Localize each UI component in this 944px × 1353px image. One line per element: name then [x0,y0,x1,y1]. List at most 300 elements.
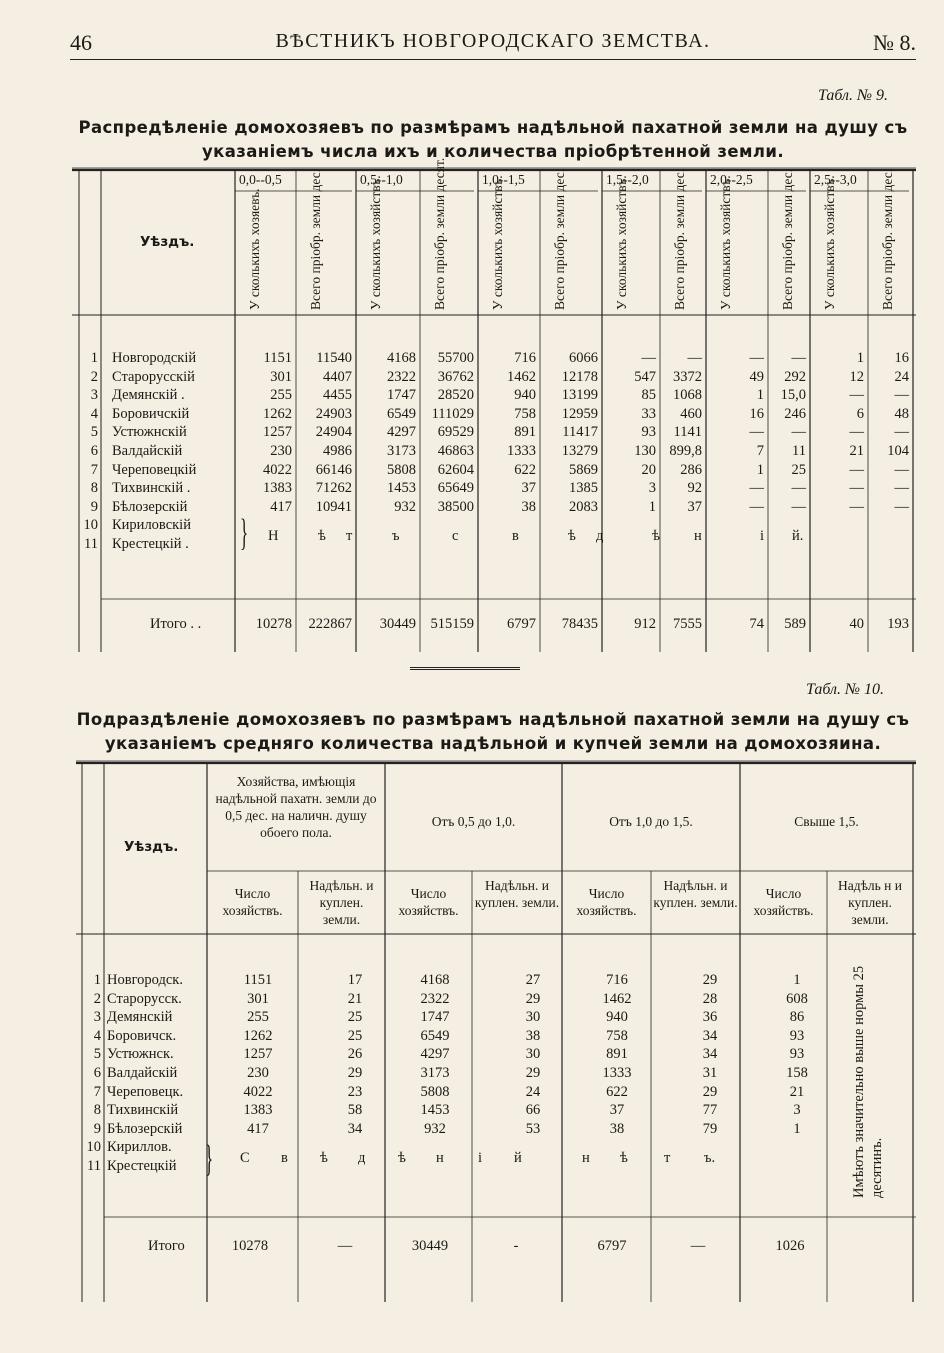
table10-total-cell: - [513,1238,519,1254]
table10-district-name: Боровичск. [107,1027,177,1044]
table9-cell: — [849,480,864,497]
table10-cell: 1262 [243,1027,273,1044]
table9-district-name: Старорусскій [112,368,195,385]
table10-row-number: 9 [93,1120,101,1137]
table9-district-name: Крестецкій . [112,536,189,552]
table10-cell: 29 [347,1065,363,1081]
table10-cell: 38 [525,1027,541,1044]
table10-sub-header: Число хозяйствъ. [398,886,459,918]
table10-sub-header: Число хозяйствъ. [753,886,814,918]
table9-cell: — [641,350,656,366]
table9-row-number: 10 [83,517,98,534]
table9-cell: — [849,424,864,441]
table9-row-number: 3 [90,387,98,404]
table9-cell: 716 [514,350,536,366]
table10-cell: 37 [609,1102,625,1119]
table9-cell: 24904 [315,424,352,441]
table10-cell: 29 [702,972,718,988]
table9-households-header: У сколькихъ хозяйствъ. [490,175,505,310]
table9-total-cell: 10278 [255,616,292,632]
table9-cell: 1068 [673,387,702,404]
table10-cell: 255 [247,1009,269,1026]
table9-total-cell: 589 [784,616,806,632]
table10-cell: 1151 [243,972,273,988]
table9-cell: 1257 [263,424,292,441]
table10-cell: 34 [347,1120,363,1137]
table9-cell: 130 [634,443,656,459]
table9-acquired-header: Всего пріобр. земли дес. [552,168,567,310]
table10-row-number: 3 [93,1009,101,1026]
table9-cell: 1385 [569,480,598,497]
table9-cell: 5869 [569,461,598,478]
table10-cell: 1 [793,1120,801,1137]
table10-group-header: Отъ 0,5 до 1,0. [431,814,516,829]
table10-total-cell: — [337,1238,353,1254]
table9-cell: 1747 [387,387,416,404]
table10-cell: 2322 [420,990,450,1007]
table10-row-number: 1 [93,972,101,988]
table9-row-number: 4 [90,405,98,422]
table9-range-header: 2,5--3,0 [814,172,857,187]
table10-sub-header: Надѣльн. и куплен. земли. [653,878,738,910]
table9-cell: 1462 [507,368,536,385]
table9-brace: } [240,512,249,554]
table9-cell: 38 [521,498,536,515]
table9-district-name: Боровичскій [112,405,190,422]
table10-no-data-letter: С [240,1150,250,1166]
table10-district-name: Демянскій [107,1009,173,1026]
table10-sub-header: Надѣльн. и куплен. земли. [309,878,374,927]
table10-district-name: Новгородск. [107,972,183,988]
table10-title-line2: указаніемъ средняго количества надѣльной и купчей земли на домохозяина. [104,734,882,753]
table10-no-data-letter: д [358,1150,366,1166]
table10-row-number: 4 [93,1027,101,1044]
table10-cell: 25 [347,1027,363,1044]
table10-total-label: Итого [148,1238,185,1254]
table9-cell: 940 [514,387,536,404]
table9-cell: 37 [521,480,536,497]
table9-cell: 891 [514,424,536,441]
table9-label: Табл. № 9. [818,87,889,104]
table9-cell: 11540 [316,350,352,366]
table9-cell: 12 [849,368,864,385]
table9-cell: — [791,498,806,515]
table10-total-cell: — [690,1238,706,1254]
table9-cell: 2083 [569,498,598,515]
table9-acquired-header: Всего пріобр. земли десят. [432,157,447,310]
table9-total-cell: 7555 [673,616,702,632]
table9-district-name: Тихвинскій . [112,480,191,497]
table9-total-cell: 78435 [561,616,598,632]
table10-sub-header: Число хозяйствъ. [222,886,283,918]
table10-cell: 17 [347,972,363,988]
issue-number: № 8. [873,30,916,55]
table9-cell: 1141 [673,424,702,441]
table10-cell: 77 [702,1102,718,1119]
table9-cell: 292 [784,368,806,385]
table9-row-number: 9 [90,498,98,515]
table9-cell: 3173 [387,443,416,459]
table10-district-name: Устюжнск. [107,1046,174,1063]
table9-cell: 11 [792,443,806,459]
table10-title-line1: Подраздѣленіе домохозяевъ по размѣрамъ надѣльной пахатной земли на душу съ [76,710,910,729]
table9-title-line2: указаніемъ числа ихъ и количества пріобрѣтенной земли. [202,142,784,161]
table9-households-header: У сколькихъ хозяевъ. [247,188,262,310]
table9-range-header: 0,5--1,0 [360,172,403,187]
table9-cell: 71262 [315,480,352,497]
table9-cell: 1 [756,461,764,478]
table10-sub-header: Надѣльн. и куплен. земли. [474,878,560,910]
table9-cell: — [791,350,806,366]
table9-cell: 547 [634,368,656,385]
table10-district-name: Крестецкій [107,1158,177,1174]
table10-total-cell: 1026 [775,1238,805,1254]
table9-total-cell: 193 [887,616,909,632]
table9-total-cell: 6797 [507,616,536,632]
table9-cell: 66146 [315,461,352,478]
table9-cell: 13199 [561,387,598,404]
table10-cell: 30 [525,1046,541,1063]
table10-no-data-letter: н [436,1150,444,1166]
table10-cell: 23 [347,1083,363,1100]
table10-cell: 30 [525,1009,541,1026]
table10-sub-header: Число хозяйствъ. [576,886,637,918]
table10-district-name: Тихвинскій [107,1102,179,1119]
table9-row-number: 8 [90,480,98,497]
table9-cell: 758 [514,405,536,422]
table10-cell: 24 [525,1083,541,1100]
table9-cell: — [894,424,909,441]
table9-cell: 48 [894,405,909,422]
table10-cell: 1747 [420,1009,450,1026]
table10-cell: 21 [347,990,363,1007]
table10-district-header: Уѣздъ. [124,839,179,855]
table9-cell: 246 [784,405,806,422]
table9-total-cell: 30449 [379,616,416,632]
table10-no-data-letter: ъ. [704,1150,716,1166]
table9-cell: 899,8 [669,443,702,459]
table10-cell: 86 [789,1009,805,1026]
table9-cell: 38500 [437,498,474,515]
table9-district-name: Новгородскій [112,350,197,366]
table10-district-name: Череповецк. [107,1083,184,1100]
table10-cell: 38 [609,1120,625,1137]
table9-cell: 230 [270,443,292,459]
table10-cell: 716 [606,972,628,988]
table10-total-cell: 6797 [597,1238,627,1254]
table9-acquired-header: Всего пріобр. земли дес. [308,168,323,310]
table10-cell: 158 [786,1065,808,1081]
table9-no-data-letter: д [596,528,604,544]
table9-no-data-letter: ѣ [652,528,660,544]
table9-cell: — [894,461,909,478]
table9-cell: — [849,387,864,404]
table9-cell: 12959 [561,405,598,422]
table9-cell: 21 [849,443,864,459]
table9-no-data-letter: Н [268,528,279,544]
table9-cell: 13279 [561,443,598,459]
table9-no-data-letter: ѣ [318,528,326,544]
table9-cell: 16 [894,350,909,366]
journal-title: ВѢСТНИКЪ НОВГОРОДСКАГО ЗЕМСТВА. [275,30,711,52]
table10-cell: 230 [247,1065,269,1081]
table9-cell: 16 [749,405,764,422]
table9-cell: 49 [749,368,764,385]
table9-cell: 6066 [569,350,598,366]
table10-district-name: Валдайскій [107,1065,178,1081]
table9-cell: 4297 [387,424,416,441]
table10-no-data-letter: в [281,1150,288,1166]
table9-cell: 11417 [562,424,598,441]
table10-cell: 26 [347,1046,363,1063]
table9-cell: — [894,387,909,404]
table9-cell: 46863 [437,443,474,459]
table10-row-number: 10 [86,1139,101,1156]
table9-cell: 932 [394,498,416,515]
table10-cell: 301 [247,990,269,1007]
table9-cell: 1 [756,387,764,404]
table10-cell: 6549 [420,1027,450,1044]
table9-total-cell: 222867 [308,616,352,632]
table9-row-number: 6 [90,443,98,459]
table10-district-name: Кириллов. [107,1139,172,1156]
table10-cell: 1333 [602,1065,632,1081]
table10-no-data-letter: н [582,1150,590,1166]
table9-cell: 25 [791,461,806,478]
table9-cell: 37 [687,498,702,515]
table10-cell: 79 [702,1120,718,1137]
table10-cell: 21 [789,1083,805,1100]
table9-district-name: Череповецкій [112,461,197,478]
table10-row-number: 2 [93,990,101,1007]
table9-district-header: Уѣздъ. [140,234,195,250]
table9-cell: 417 [270,498,292,515]
table9-cell: 1453 [387,480,416,497]
table9-cell: 28520 [437,387,474,404]
table10-group-header: Свыше 1,5. [794,814,859,829]
table9-row-number: 1 [90,350,98,366]
table10-cell: 891 [606,1046,628,1063]
table10-row-number: 11 [87,1158,101,1174]
table9-cell: — [749,350,764,366]
table9-row-number: 7 [90,461,98,478]
table9-cell: — [791,480,806,497]
table9-range-header: 2,0--2,5 [710,172,753,187]
table10-cell: 3 [793,1102,801,1119]
table10-district-name: Старорусск. [107,990,182,1007]
table9-title-line1: Распредѣленіе домохозяевъ по размѣрамъ надѣльной пахатной земли на душу съ [78,118,908,137]
table9-cell: 24 [894,368,909,385]
table10-cell: 29 [525,990,541,1007]
table9-row-number: 5 [90,424,98,441]
table9-cell: 4407 [323,368,352,385]
table10-cell: 5808 [420,1083,450,1100]
table9-no-data-letter: т [346,528,353,544]
table9-no-data-letter: ѣ [568,528,576,544]
table10-side-note: Имѣютъ значительно выше нормы 25 десятинъ. [851,965,885,1198]
table9-district-name: Кириловскій [112,517,191,534]
table9-cell: 92 [687,480,702,497]
table9-cell: 65649 [437,480,474,497]
table9-cell: 6549 [387,405,416,422]
table10-cell: 1 [793,972,801,988]
table9-cell: 4168 [387,350,416,366]
table9-district-name: Устюжнскій [112,424,187,441]
table9-total-cell: 74 [749,616,764,632]
table9-cell: — [894,498,909,515]
table10-cell: 58 [347,1102,363,1119]
table9-cell: 15,0 [780,387,806,404]
table9-range-header: 0,0--0,5 [239,172,282,187]
table9-cell: 93 [641,424,656,441]
table9-cell: 55700 [437,350,474,366]
table10-cell: 93 [789,1046,805,1063]
table10-cell: 34 [702,1027,718,1044]
table9-district-name: Валдайскій [112,443,183,459]
table10-cell: 29 [702,1083,718,1100]
table10-cell: 1257 [243,1046,273,1063]
table10-cell: 758 [606,1027,628,1044]
table9-cell: 1151 [263,350,292,366]
table9-cell: 1262 [263,405,292,422]
table10-cell: 1453 [420,1102,450,1119]
table10-cell: 417 [247,1120,269,1137]
table9-cell: 12178 [561,368,598,385]
table9-cell: 3372 [673,368,702,385]
table9-no-data-letter: і [760,528,765,544]
table10-label: Табл. № 10. [806,681,885,698]
table10-no-data-letter: т [664,1150,671,1166]
table9-households-header: У сколькихъ хозяйствъ. [368,175,383,310]
table9-range-header: 1,0--1,5 [482,172,525,187]
table9-cell: 69529 [437,424,474,441]
table10-group-header: Хозяйства, имѣющія надѣльной пахатн. земли до 0,5 дес. на наличн. душу обоего пола. [215,774,377,840]
table9-cell: — [749,498,764,515]
table10-cell: 932 [424,1120,446,1137]
table9-cell: 3 [648,480,656,497]
table9-cell: 255 [270,387,292,404]
table9-cell: 622 [514,461,536,478]
table10-cell: 25 [347,1009,363,1026]
table10-row-number: 5 [93,1046,101,1063]
table9-cell: 4455 [323,387,352,404]
table9-no-data-letter: с [452,528,459,544]
table10-cell: 36 [702,1009,718,1026]
table9-no-data-letter: й. [792,528,804,544]
table9-cell: 1333 [507,443,536,459]
table9-cell: 62604 [437,461,474,478]
table10-cell: 4022 [243,1083,273,1100]
table9-households-header: У сколькихъ хозяйствъ. [822,175,837,310]
table9-range-header: 1,5--2,0 [606,172,649,187]
table10-no-data-letter: ѣ [620,1150,628,1166]
table10-row-number: 7 [93,1083,101,1100]
table9-cell: 4022 [263,461,292,478]
table10-total-cell: 30449 [411,1238,449,1254]
table10-cell: 66 [525,1102,541,1119]
table10-cell: 34 [702,1046,718,1063]
page-number: 46 [70,30,92,55]
table9-cell: 4986 [323,443,352,459]
table9-cell: 6 [856,405,864,422]
table9-cell: 460 [680,405,702,422]
table9-cell: 111029 [431,405,474,422]
table9-cell: 7 [756,443,764,459]
table9-total-label: Итого . . [150,616,202,632]
table10-brace: } [205,1138,214,1180]
table9-cell: — [791,424,806,441]
table10-cell: 27 [525,972,541,988]
table10-cell: 1462 [602,990,632,1007]
table9-cell: 301 [270,368,292,385]
table9-district-name: Бѣлозерскій [112,498,188,515]
table10-no-data-letter: ѣ [320,1150,328,1166]
table9-acquired-header: Всего пріобр. земли дес. [672,168,687,310]
table10-no-data-letter: й [514,1150,522,1166]
table10-cell: 28 [702,990,718,1007]
table9-total-cell: 40 [849,616,864,632]
table9-cell: 286 [680,461,702,478]
table9-no-data-letter: н [694,528,702,544]
table10-cell: 608 [786,990,808,1007]
table9-no-data-letter: в [512,528,519,544]
table10-cell: 31 [702,1065,718,1081]
table9-cell: 1 [856,350,864,366]
table10-cell: 93 [789,1027,805,1044]
table10-no-data-letter: і [478,1150,483,1166]
table9-cell: — [749,424,764,441]
table9-no-data-letter: ъ [392,528,400,544]
table10-cell: 53 [525,1120,541,1137]
table9-total-cell: 912 [634,616,656,632]
table9-cell: 20 [641,461,656,478]
table9-row-number: 11 [84,536,98,552]
table9-cell: 5808 [387,461,416,478]
table9-cell: — [687,350,702,366]
table9-households-header: У сколькихъ хозяйствъ. [614,175,629,310]
table10-cell: 940 [606,1009,628,1026]
table9-cell: — [849,461,864,478]
table9-cell: 24903 [315,405,352,422]
table9-district-name: Демянскій . [112,387,185,404]
table9-cell: 10941 [315,498,352,515]
table10-group-header: Отъ 1,0 до 1,5. [609,814,693,829]
table10-district-name: Бѣлозерскій [107,1120,183,1137]
table9-cell: 104 [887,443,909,459]
table9-total-cell: 515159 [430,616,474,632]
table9-cell: 85 [641,387,656,404]
table10-row-number: 6 [93,1065,101,1081]
table9-cell: 33 [641,405,656,422]
table9-cell: 1 [648,498,656,515]
table9-cell: — [894,480,909,497]
table9-cell: 2322 [387,368,416,385]
table10-cell: 3173 [420,1065,450,1081]
table9-acquired-header: Всего пріобр. земли дес. [780,168,795,310]
table9-row-number: 2 [90,368,98,385]
table9-cell: — [749,480,764,497]
table10-sub-header: Надѣль н и куплен. земли. [837,878,903,927]
table10-total-cell: 10278 [231,1238,269,1254]
table9-cell: — [849,498,864,515]
table10-cell: 29 [525,1065,541,1081]
table10-row-number: 8 [93,1102,101,1119]
table10-no-data-letter: ѣ [398,1150,406,1166]
table9-cell: 36762 [437,368,474,385]
table9-cell: 1383 [263,480,292,497]
table10-cell: 622 [606,1083,628,1100]
table10-cell: 1383 [243,1102,273,1119]
